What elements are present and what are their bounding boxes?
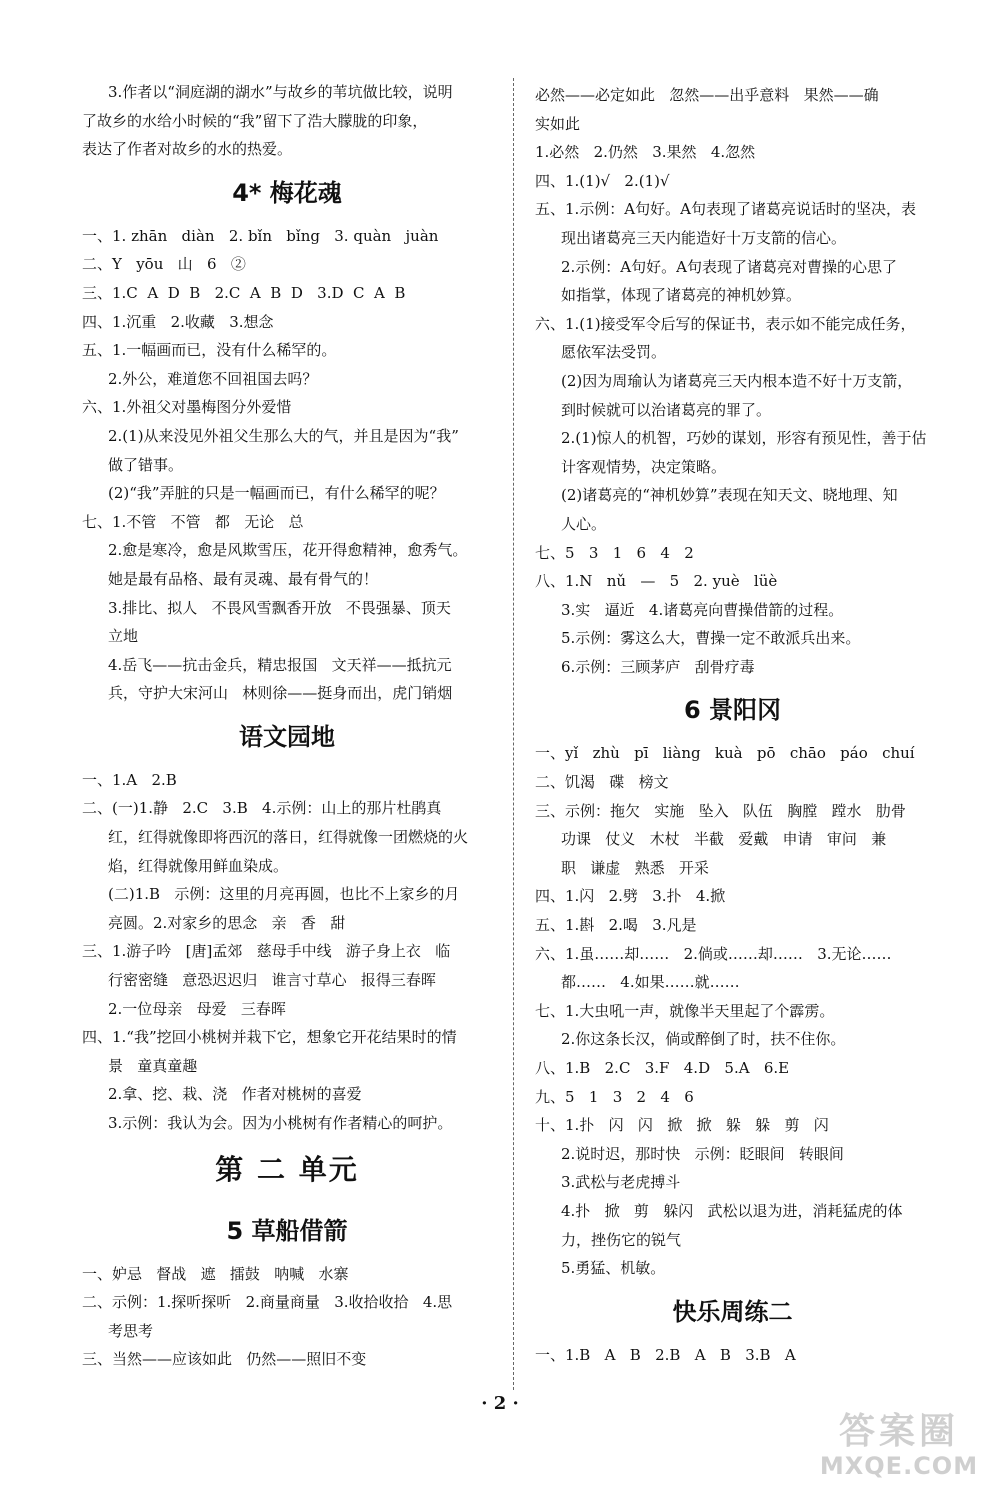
answer-line: 2.拿、挖、栽、浇 作者对桃树的喜爱 [108, 1085, 362, 1104]
answer-line: 一、1.A 2.B [82, 770, 177, 789]
answer-line: 一、yǐ zhù pī liàng kuà pō chāo páo chuí [535, 744, 915, 763]
answer-line: 了故乡的水给小时候的“我”留下了浩大朦胧的印象， [82, 111, 428, 130]
answer-line: 1.必然 2.仍然 3.果然 4.忽然 [535, 143, 756, 162]
answer-line: 六、1.虽……却…… 2.倘或……却…… 3.无论…… [535, 944, 892, 963]
answer-line: 如指掌，体现了诸葛亮的神机妙算。 [561, 286, 802, 305]
answer-line: 3.实 逼近 4.诸葛亮向曹操借箭的过程。 [561, 600, 844, 619]
section-heading: 语文园地 [239, 722, 335, 751]
answer-line: 一、1.B A B 2.B A B 3.B A [535, 1345, 796, 1364]
answer-line: 兵，守护大宋河山 林则徐——挺身而出，虎门销烟 [108, 684, 453, 703]
answer-line: 必然——必定如此 忽然——出乎意料 果然——确 [535, 86, 879, 104]
answer-line: 四、1.“我”挖回小桃树并栽下它，想象它开花结果时的情 [82, 1028, 457, 1047]
answer-line: 力，挫伤它的锐气 [561, 1230, 682, 1249]
answer-line: 人心。 [561, 514, 607, 533]
answer-line: 五、1.斟 2.喝 3.凡是 [535, 916, 697, 935]
answer-line: 做了错事。 [108, 455, 184, 474]
answer-line: 三、当然——应该如此 仍然——照旧不变 [82, 1350, 367, 1369]
answer-line: 2.示例：A句好。A句表现了诸葛亮对曹操的心思了 [561, 257, 897, 276]
answer-line: 她是最有品格、最有灵魂、最有骨气的！ [108, 569, 379, 588]
watermark-logo [804, 1412, 994, 1482]
answer-line: 5.示例：雾这么大，曹操一定不敢派兵出来。 [561, 629, 861, 648]
answer-line: 3.武松与老虎搏斗 [561, 1173, 681, 1192]
answer-line: 二、饥渴 碟 榜文 [535, 773, 669, 792]
answer-line: 六、1.外祖父对墨梅图分外爱惜 [82, 398, 292, 417]
watermark-bottom: MXQE.COM [819, 1452, 979, 1480]
answer-line: 到时候就可以治诸葛亮的罪了。 [561, 400, 772, 419]
answer-line: 三、示例：拖欠 实施 坠入 队伍 胸膛 蹚水 肋骨 [535, 801, 906, 820]
answer-line: 实如此 [535, 114, 581, 133]
answer-line: 四、1.(1)√ 2.(1)√ [535, 171, 670, 190]
answer-line: (2)诸葛亮的“神机妙算”表现在知天文、晓地理、知 [561, 486, 898, 505]
answer-line: 现出诸葛亮三天内能造好十万支箭的信心。 [561, 228, 847, 247]
answer-line: 2.(1)从来没见外祖父生那么大的气，并且是因为“我” [108, 426, 459, 445]
answer-line: 七、1.大虫吼一声，就像半天里起了个霹雳。 [535, 1001, 835, 1020]
answer-line: 八、1.N nǔ — 5 2. yuè lüè [535, 572, 778, 591]
answer-line: 2.(1)惊人的机智，巧妙的谋划，形容有预见性，善于估 [561, 429, 927, 448]
watermark-top: 答案圈 [838, 1411, 959, 1452]
answer-line: 四、1.闪 2.劈 3.扑 4.掀 [535, 887, 726, 906]
answer-line: 九、5 1 3 2 4 6 [535, 1087, 694, 1106]
answer-line: 八、1.B 2.C 3.F 4.D 5.A 6.E [535, 1059, 790, 1077]
column-divider [513, 78, 514, 1390]
answer-line: 六、1.(1)接受军令后写的保证书，表示如不能完成任务， [535, 314, 916, 333]
answer-line: 七、5 3 1 6 4 2 [535, 543, 694, 562]
answer-line: 都…… 4.如果……就…… [561, 973, 740, 992]
answer-line: 6.示例：三顾茅庐 刮骨疗毒 [561, 657, 755, 676]
answer-line: 行密密缝 意恐迟迟归 谁言寸草心 报得三春晖 [108, 971, 436, 990]
answer-line: 3.作者以“洞庭湖的湖水”与故乡的苇坑做比较，说明 [108, 83, 453, 101]
answer-line: (二)1.B 示例：这里的月亮再圆，也比不上家乡的月 [108, 885, 460, 904]
answer-line: 一、1. zhān diàn 2. bǐn bǐng 3. quàn juàn [82, 226, 439, 245]
answer-line: 功课 仗义 木杖 半截 爱戴 申请 审问 兼 [561, 830, 887, 849]
answer-line: (2)“我”弄脏的只是一幅画而已，有什么稀罕的呢？ [108, 484, 445, 503]
answer-line: 考思考 [108, 1321, 154, 1340]
answer-line: 景 童真童趣 [108, 1056, 198, 1075]
answer-line: 职 谦虚 熟悉 开采 [561, 858, 709, 877]
right-column [535, 81, 930, 1369]
answer-line: 二、示例：1.探听探听 2.商量商量 3.收拾收拾 4.思 [82, 1293, 453, 1312]
answer-line: 四、1.沉重 2.收藏 3.想念 [82, 312, 274, 331]
answer-line: 五、1.一幅画而已，没有什么稀罕的。 [82, 341, 337, 360]
answer-line: 五、1.示例：A句好。A句表现了诸葛亮说话时的坚决，表 [535, 200, 916, 219]
section-heading: 4* 梅花魂 [232, 178, 342, 207]
answer-line: 红，红得就像即将西沉的落日，红得就像一团燃烧的火 [108, 828, 469, 847]
answer-line: 立地 [108, 627, 139, 646]
section-heading: 第 二 单元 [215, 1152, 359, 1186]
answer-line: (2)因为周瑜认为诸葛亮三天内根本造不好十万支箭， [561, 371, 913, 390]
answer-line: 3.示例：我认为会。因为小桃树有作者精心的呵护。 [108, 1114, 453, 1132]
left-column [82, 78, 492, 1374]
answer-line: 二、(一)1.静 2.C 3.B 4.示例：山上的那片杜鹃真 [82, 799, 442, 818]
answer-line: 2.外公，难道您不回祖国去吗？ [108, 369, 318, 388]
section-heading: 6 景阳冈 [683, 696, 782, 725]
answer-line: 焰，红得就像用鲜血染成。 [108, 856, 289, 875]
answer-line: 愿依军法受罚。 [561, 343, 667, 362]
section-heading: 5 草船借箭 [226, 1216, 348, 1245]
answer-line: 三、1.C A D B 2.C A B D 3.D C A B [82, 283, 406, 302]
answer-line: 计客观情势，决定策略。 [561, 457, 727, 476]
answer-line: 亮圆。2.对家乡的思念 亲 香 甜 [108, 913, 346, 932]
page-number: · 2 · [481, 1393, 519, 1414]
answer-line: 七、1.不管 不管 都 无论 总 [82, 512, 304, 531]
answer-line: 三、1.游子吟 [唐]孟郊 慈母手中线 游子身上衣 临 [82, 942, 451, 961]
answer-line: 十、1.扑 闪 闪 掀 掀 躲 躲 剪 闪 [535, 1116, 829, 1135]
answer-line: 3.排比、拟人 不畏风雪飘香开放 不畏强暴、顶天 [108, 598, 451, 617]
answer-line: 2.愈是寒冷，愈是风欺雪压，花开得愈精神，愈秀气。 [108, 541, 468, 560]
answer-line: 二、Y yōu 山 6 ② [82, 255, 246, 274]
answer-line: 一、妒忌 督战 遮 擂鼓 呐喊 水寨 [82, 1264, 349, 1283]
answer-line: 表达了作者对故乡的水的热爱。 [82, 140, 293, 159]
answer-line: 2.说时迟，那时快 示例：眨眼间 转眼间 [561, 1144, 844, 1163]
answer-line: 5.勇猛、机敏。 [561, 1259, 666, 1278]
answer-line: 2.一位母亲 母爱 三春晖 [108, 999, 286, 1018]
section-heading: 快乐周练二 [672, 1297, 793, 1326]
answer-line: 4.扑 掀 剪 躲闪 武松以退为进，消耗猛虎的体 [561, 1201, 903, 1220]
answer-line: 4.岳飞——抗击金兵，精忠报国 文天祥——抵抗元 [108, 655, 452, 674]
answer-line: 2.你这条长汉，倘或醉倒了时，扶不住你。 [561, 1030, 846, 1049]
